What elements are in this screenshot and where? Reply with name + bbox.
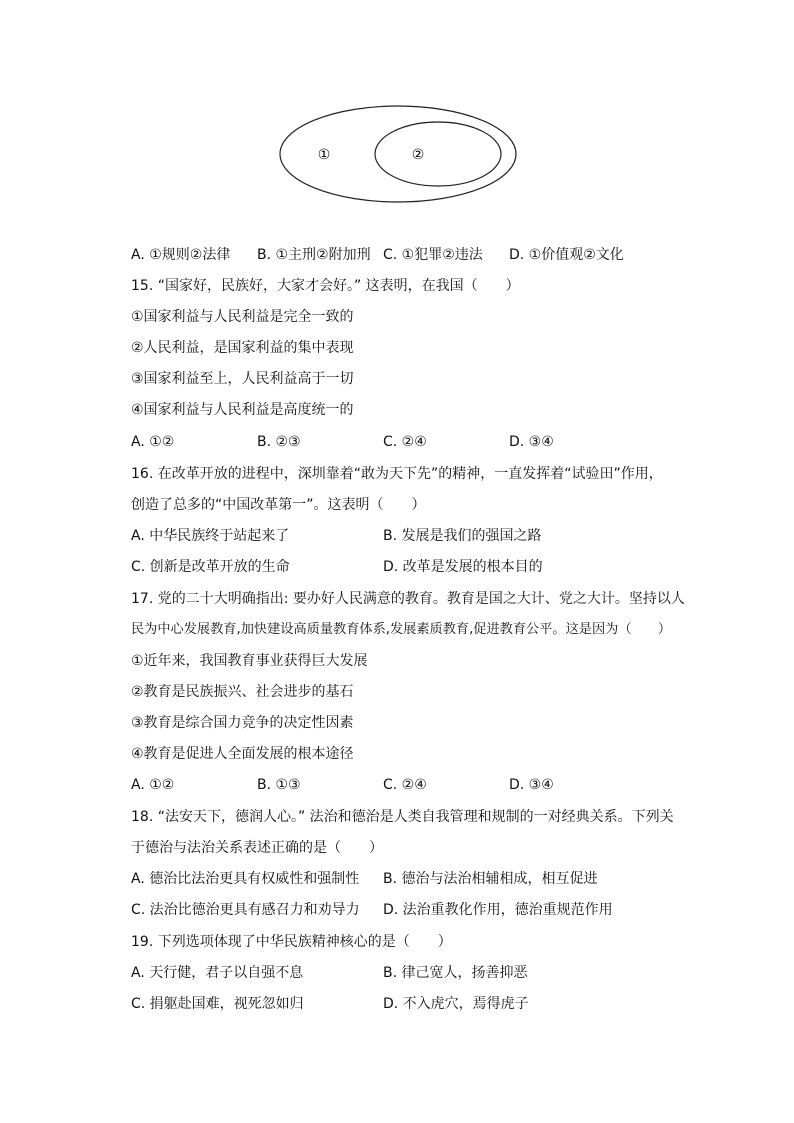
q14-option-d[interactable]: D. ①价值观②文化 — [509, 247, 624, 263]
q19-option-d[interactable]: D. 不入虎穴，焉得虎子 — [383, 996, 529, 1012]
q17-option-b[interactable]: B. ①③ — [257, 777, 301, 793]
q16-option-d[interactable]: D. 改革是发展的根本目的 — [383, 559, 543, 575]
q14-option-a[interactable]: A. ①规则②法律 — [131, 247, 231, 263]
q19-stem: 19. 下列选项体现了中华民族精神核心的是（ ） — [131, 934, 452, 950]
q15-option-d[interactable]: D. ③④ — [509, 434, 554, 450]
q18-option-a[interactable]: A. 德治比法治更具有权威性和强制性 — [131, 871, 360, 887]
q17-stem-line-2: 民为中心发展教育,加快建设高质量教育体系,发展素质教育,促进教育公平。这是因为（ ） — [131, 622, 672, 637]
q16-stem-line-1: 16. 在改革开放的进程中，深圳靠着“敢为天下先”的精神，一直发挥着“试验田”作用， — [131, 466, 663, 482]
q17-item-4: ④教育是促进人全面发展的根本途径 — [131, 746, 354, 762]
q18-option-c[interactable]: C. 法治比德治更具有感召力和劝导力 — [131, 902, 360, 918]
q19-option-b[interactable]: B. 律己宽人，扬善抑恶 — [383, 965, 528, 981]
q15-option-b[interactable]: B. ②③ — [257, 434, 301, 450]
q17-option-c[interactable]: C. ②④ — [383, 777, 427, 793]
q15-item-3: ③国家利益至上，人民利益高于一切 — [131, 371, 354, 387]
q15-item-4: ④国家利益与人民利益是高度统一的 — [131, 402, 354, 418]
q19-option-a[interactable]: A. 天行健，君子以自强不息 — [131, 965, 304, 981]
q15-item-2: ②人民利益，是国家利益的集中表现 — [131, 340, 354, 356]
q18-option-d[interactable]: D. 法治重教化作用，德治重规范作用 — [383, 902, 613, 918]
q16-option-a[interactable]: A. 中华民族终于站起来了 — [131, 528, 290, 544]
q18-stem-line-2: 于德治与法治关系表述正确的是（ ） — [131, 840, 383, 856]
q17-option-a[interactable]: A. ①② — [131, 777, 175, 793]
q18-option-b[interactable]: B. 德治与法治相辅相成，相互促进 — [383, 871, 598, 887]
q14-option-b[interactable]: B. ①主刑②附加刑 — [257, 247, 371, 263]
q15-item-1: ①国家利益与人民利益是完全一致的 — [131, 309, 354, 325]
q15-option-c[interactable]: C. ②④ — [383, 434, 427, 450]
inner-label: ② — [411, 147, 425, 163]
q17-option-d[interactable]: D. ③④ — [509, 777, 554, 793]
q19-option-c[interactable]: C. 捐躯赴国难，视死忽如归 — [131, 996, 304, 1012]
q15-stem: 15. “国家好，民族好，大家才会好。” 这表明，在我国（ ） — [131, 278, 520, 294]
outer-ellipse — [280, 106, 516, 202]
set-relation-diagram — [270, 95, 530, 215]
q16-stem-line-2: 创造了总多的“中国改革第一”。这表明（ ） — [131, 497, 426, 513]
q15-option-a[interactable]: A. ①② — [131, 434, 175, 450]
q18-stem-line-1: 18. “法安天下，德润人心。” 法治和德治是人类自我管理和规制的一对经典关系。下列关 — [131, 809, 674, 825]
q14-option-c[interactable]: C. ①犯罪②违法 — [383, 247, 483, 263]
q17-item-3: ③教育是综合国力竞争的决定性因素 — [131, 715, 354, 731]
q16-option-c[interactable]: C. 创新是改革开放的生命 — [131, 559, 290, 575]
q17-stem-line-1: 17. 党的二十大明确指出: 要办好人民满意的教育。教育是国之大计、党之大计。坚持以人 — [131, 591, 685, 607]
inner-ellipse — [375, 122, 501, 186]
q16-option-b[interactable]: B. 发展是我们的强国之路 — [383, 528, 542, 544]
q17-item-2: ②教育是民族振兴、社会进步的基石 — [131, 684, 354, 700]
q17-item-1: ①近年来，我国教育事业获得巨大发展 — [131, 653, 368, 669]
outer-label: ① — [317, 147, 331, 163]
